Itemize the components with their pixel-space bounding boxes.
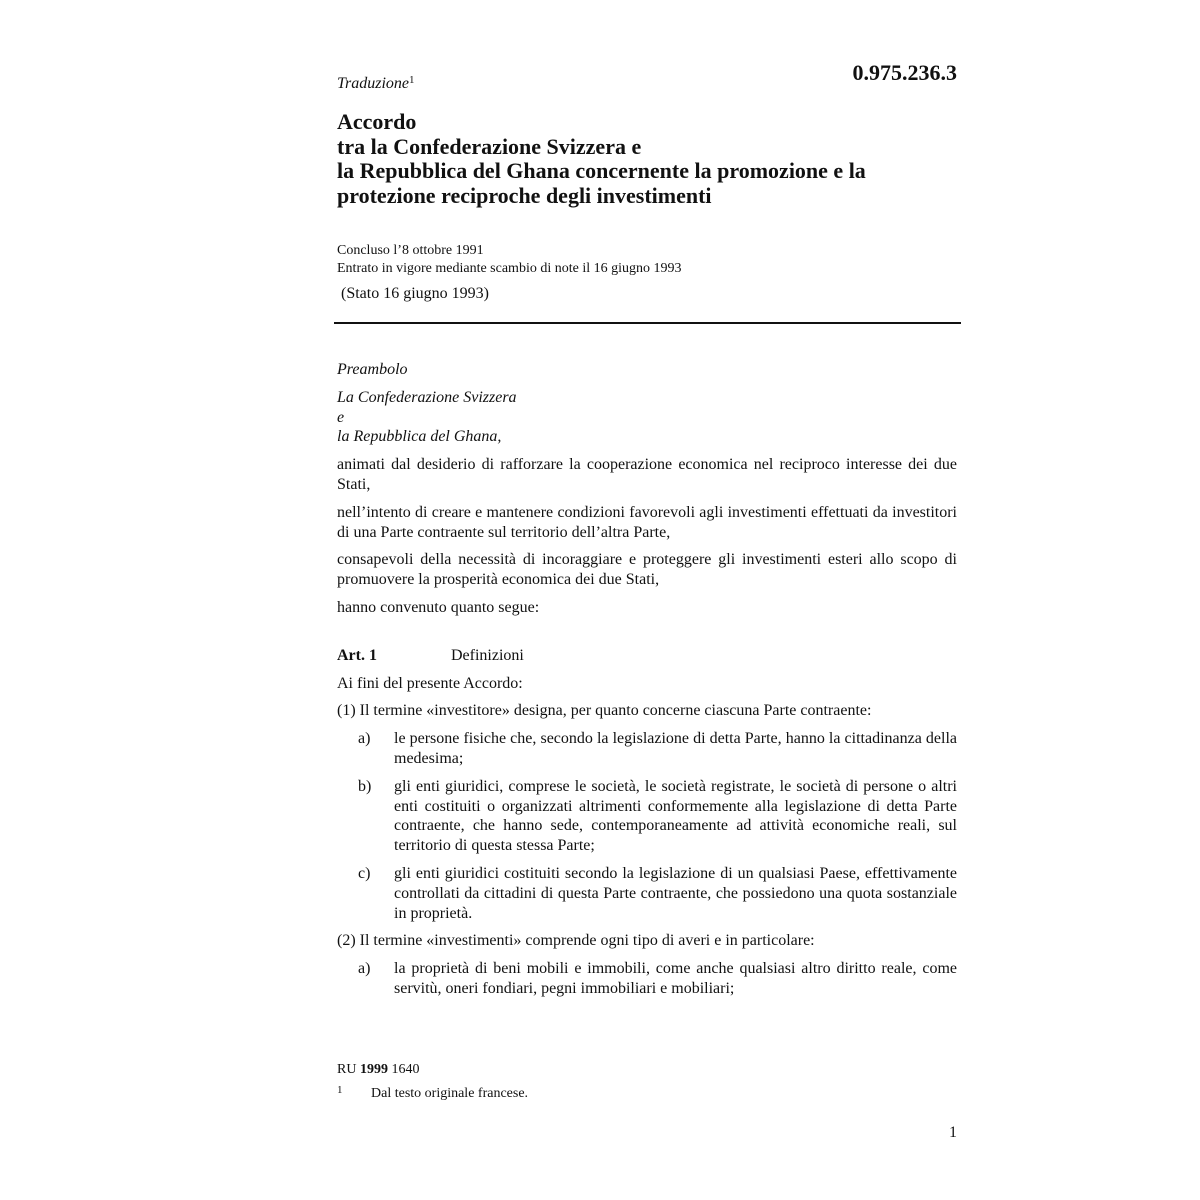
list-item-label: a): [358, 730, 371, 748]
footnote-number: 1: [337, 1084, 343, 1096]
document-number: 0.975.236.3: [852, 60, 957, 85]
concluded-date: Concluso l’8 ottobre 1991: [337, 243, 484, 258]
title-line: Accordo: [337, 109, 417, 134]
list-item: [337, 864, 957, 923]
list-item: [337, 959, 957, 999]
article-heading: [337, 646, 957, 666]
page-footer: [337, 1060, 528, 1104]
article-paragraph: (2) Il termine «investimenti» comprende ogni tipo di averi e in particolare:: [337, 932, 815, 950]
list-item: [337, 777, 957, 856]
article-intro: Ai fini del presente Accordo:: [337, 674, 523, 692]
preamble-heading: Preambolo: [337, 361, 408, 378]
article-title: Definizioni: [451, 646, 524, 664]
translation-note: [337, 74, 415, 93]
status-date: (Stato 16 giugno 1993): [341, 285, 489, 302]
party-conjunction: e: [337, 408, 345, 426]
list-item-text: gli enti giuridici, comprese le società, le società registrate, le società di persone o altri enti costituiti o organizzati altrimenti conformemente alla legislazione di detta Parte contraente, che hanno sede, contemporaneamente ad attività economiche reali, sul territorio di questa stessa Parte;: [394, 777, 957, 855]
party-switzerland: La Confederazione Svizzera: [337, 388, 517, 406]
list-item-text: gli enti giuridici costituiti secondo la legislazione di un qualsiasi Paese, effettivamente controllati da cittadini di questa Parte contraente, che possiedono una quota sostanziale in proprietà.: [394, 864, 957, 922]
title-line: tra la Confederazione Svizzera e: [337, 133, 642, 159]
page-number: 1: [949, 1124, 957, 1141]
list-item-text: la proprietà di beni mobili e immobili, come anche qualsiasi altro diritto reale, come servitù, oneri fondiari, pegni immobiliari e mobiliari;: [394, 960, 957, 997]
title-line: protezione reciproche degli investimenti: [337, 182, 712, 208]
translation-label: Traduzione: [337, 75, 410, 92]
official-reference: [337, 1060, 528, 1080]
list-item-label: a): [358, 960, 371, 978]
document-title: [337, 110, 977, 208]
preamble-paragraph: animati dal desiderio di rafforzare la cooperazione economica nel reciproco interesse dei due Stati,: [337, 456, 957, 493]
list-item-label: b): [358, 777, 372, 795]
ru-page: 1640: [387, 1062, 420, 1077]
footnote-text: Dal testo originale francese.: [371, 1086, 529, 1101]
document-meta: [337, 242, 682, 277]
ru-year: 1999: [359, 1062, 388, 1077]
title-line: la Repubblica del Ghana concernente la promozione e la: [337, 158, 866, 183]
document-body: [337, 360, 957, 999]
preamble-paragraph: nell’intento di creare e mantenere condizioni favorevoli agli investimenti effettuati da investitori di una Parte contraente sul territorio dell’altra Parte,: [337, 503, 957, 541]
header-divider: [334, 322, 961, 324]
preamble-paragraph: hanno convenuto quanto segue:: [337, 598, 540, 616]
footnote: [337, 1080, 528, 1104]
article-paragraph: (1) Il termine «investitore» designa, per quanto concerne ciascuna Parte contraente:: [337, 702, 872, 720]
party-ghana: la Repubblica del Ghana,: [337, 428, 502, 446]
ru-prefix: RU: [337, 1062, 360, 1077]
preamble-paragraph: consapevoli della necessità di incoraggiare e proteggere gli investimenti esteri allo scopo di promuovere la prosperità economica dei due Stati,: [337, 551, 957, 589]
entry-into-force: Entrato in vigore mediante scambio di note il 16 giugno 1993: [337, 260, 682, 276]
list-item-label: c): [358, 864, 371, 882]
article-label: Art. 1: [337, 646, 377, 664]
list-item-text: le persone fisiche che, secondo la legislazione di detta Parte, hanno la cittadinanza della medesima;: [394, 730, 957, 767]
list-item: [337, 729, 957, 769]
footnote-ref[interactable]: 1: [409, 74, 415, 86]
